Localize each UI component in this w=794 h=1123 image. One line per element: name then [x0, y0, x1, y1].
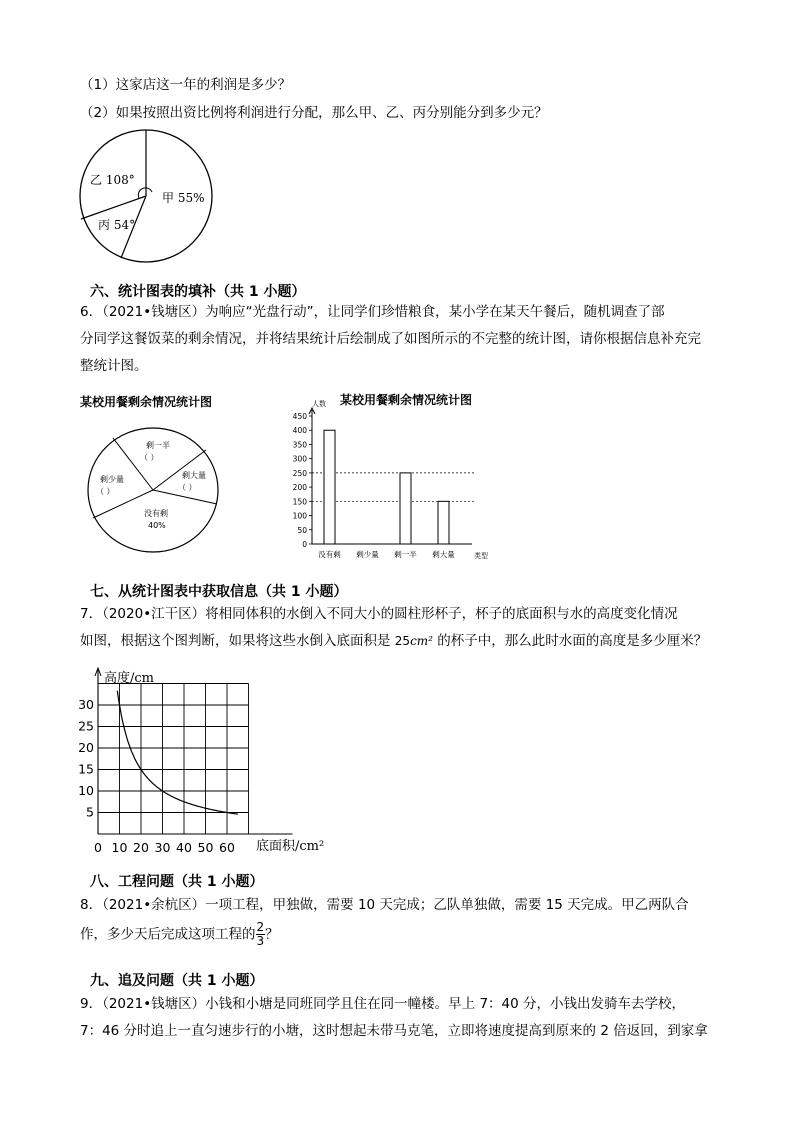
- bar-y-tick-label: 450: [292, 412, 307, 421]
- q5-pie-label-jia: 甲 55%: [162, 191, 205, 205]
- q5-pie-label-bing: 丙 54°: [98, 218, 136, 232]
- sec8-q-line2-post: ？: [265, 926, 279, 943]
- sec6-heading: 六、统计图表的填补（共 1 小题）: [90, 284, 306, 300]
- sec6-pie-label-little: 剩少量: [100, 475, 124, 484]
- sec9-q-line2: 7：46 分时追上一直匀速步行的小塘，这时想起未带马克笔，立即将速度提高到原来的 2 倍返回，到家拿: [80, 1023, 708, 1039]
- sec6-pie-blank-little: （ ）: [96, 487, 115, 496]
- bar-3: [438, 501, 449, 544]
- sec7-heading: 七、从统计图表中获取信息（共 1 小题）: [90, 584, 348, 600]
- bar-category-label: 剩一半: [394, 550, 417, 559]
- line-x-tick-label: 10: [111, 840, 128, 855]
- sec6-pie-label-lots: 剩大量: [182, 471, 206, 480]
- sec9-question: [80, 991, 720, 1045]
- line-x-tick-label: 20: [133, 840, 149, 855]
- bar-category-label: 剩少量: [356, 550, 379, 559]
- sec6-pie-label-none: 没有剩: [144, 509, 168, 518]
- line-x-tick-label: 30: [154, 840, 171, 855]
- sec6-pie-blank-half: （ ）: [140, 453, 159, 462]
- sec6-q-line2: 分同学这餐饭菜的剩余情况，并将结果统计后绘制成了如图所示的不完整的统计图，请你根据信息补充完: [80, 331, 701, 347]
- bar-category-label: 剩大量: [432, 550, 455, 559]
- sec8-frac-den: 3: [256, 934, 265, 948]
- bar-2: [400, 473, 411, 544]
- bar-chart-xlabel: 类型: [474, 552, 488, 560]
- bar-chart-title: 某校用餐剩余情况统计图: [340, 393, 473, 407]
- q5-pie-chart: [76, 128, 216, 264]
- line-y-tick-label: 25: [78, 718, 94, 734]
- q5-sub1: （1）这家店这一年的利润是多少？: [80, 77, 292, 93]
- sec8-fraction: [256, 921, 266, 948]
- bar-y-tick-label: 250: [292, 468, 307, 478]
- sec8-q-line1: 8．（2021•余杭区）一项工程，甲独做，需要 10 天完成；乙队单独做，需要 15 天完成。甲乙两队合: [80, 897, 689, 913]
- bar-chart-ylabel: 人数: [312, 400, 326, 408]
- sec7-question: [80, 601, 720, 655]
- sec6-bar-chart: [282, 388, 502, 566]
- bar-category-label: 没有剩: [318, 550, 341, 559]
- line-y-tick-label: 30: [78, 697, 94, 712]
- sec6-q-line1: 6．（2021•钱塘区）为响应“光盘行动”，让同学们珍惜粮食，某小学在某天午餐后，随机调查了部: [80, 304, 665, 320]
- sec7-line-chart: [70, 662, 330, 862]
- sec8-frac-num: 2: [256, 920, 265, 934]
- sec7-q-line2-pre: 如图，根据这个图判断，如果将这些水倒入底面积是: [80, 633, 395, 649]
- bar-y-tick-label: 50: [297, 525, 307, 535]
- line-x-tick-label: 0: [94, 840, 102, 855]
- bar-y-tick-label: 100: [292, 511, 307, 521]
- bar-y-tick-label: 350: [292, 440, 307, 450]
- line-chart-ylabel: 高度/cm: [104, 671, 154, 686]
- q5-pie-divider-left: [81, 196, 146, 219]
- line-series-curve: [117, 691, 238, 815]
- line-y-tick-label: 15: [78, 761, 94, 777]
- sec7-q-area-value: 25: [394, 634, 411, 648]
- sec7-q-area-unit: cm²: [410, 634, 433, 648]
- sec6-pie-chart: [80, 390, 230, 560]
- line-x-tick-label: 60: [219, 840, 235, 855]
- bar-y-tick-label: 400: [292, 426, 307, 436]
- sec6-pie-blank-lots: （ ）: [178, 483, 197, 492]
- sec7-q-line2: [80, 628, 720, 655]
- sec8-q-line2: [80, 921, 720, 949]
- bar-y-tick-label: 150: [292, 497, 307, 507]
- sec8-heading: 八、工程问题（共 1 小题）: [90, 874, 264, 890]
- sec7-q-line2-post: 的杯子中，那么此时水面的高度是多少厘米？: [433, 633, 708, 649]
- sec6-pie-label-none-pct: 40%: [148, 521, 166, 530]
- sec6-pie-label-half: 剩一半: [146, 441, 170, 450]
- line-y-tick-label: 10: [78, 783, 94, 798]
- sec7-q-line1: 7．（2020•江干区）将相同体积的水倒入不同大小的圆柱形杯子，杯子的底面积与水的高度变化情况: [80, 606, 678, 622]
- line-y-tick-label: 20: [78, 740, 94, 755]
- bar-y-tick-label: 0: [302, 540, 307, 549]
- line-y-tick-label: 5: [86, 804, 94, 820]
- q5-pie-label-yi: 乙 108°: [90, 173, 135, 187]
- sec6-pie-title: 某校用餐剩余情况统计图: [80, 395, 213, 409]
- sec6-q-line3: 整统计图。: [80, 358, 148, 374]
- sec6-pie-div3: [153, 490, 217, 504]
- q5-sub2: （2）如果按照出资比例将利润进行分配，那么甲、乙、丙分别能分到多少元？: [80, 105, 548, 121]
- line-x-tick-label: 40: [176, 840, 192, 855]
- line-chart-xlabel: 底面积/cm²: [256, 839, 325, 854]
- sec8-question: [80, 892, 720, 949]
- sec8-q-line2-pre: 作，多少天后完成这项工程的: [80, 926, 256, 943]
- bar-0: [324, 430, 335, 544]
- bar-y-tick-label: 300: [292, 454, 307, 464]
- sec6-question: [80, 299, 720, 380]
- sec9-heading: 九、追及问题（共 1 小题）: [90, 973, 264, 989]
- bar-y-tick-label: 200: [292, 483, 307, 493]
- line-x-tick-label: 50: [197, 840, 214, 855]
- sec9-q-line1: 9．（2021•钱塘区）小钱和小塘是同班同学且住在同一幢楼。早上 7：40 分，小钱出发骑车去学校，: [80, 996, 686, 1012]
